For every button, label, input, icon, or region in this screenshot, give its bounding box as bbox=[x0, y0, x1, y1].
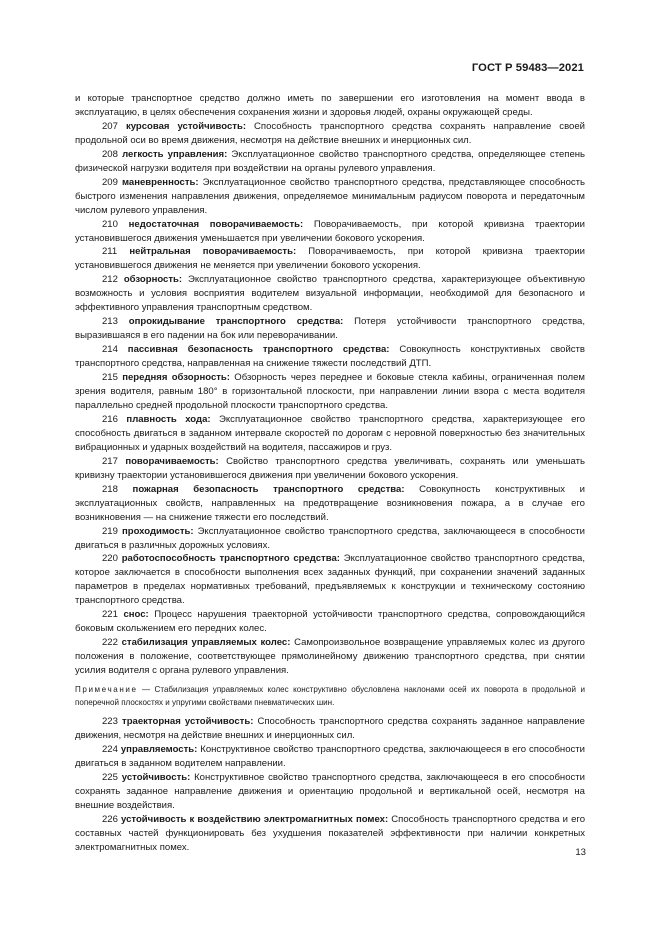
term-entry bbox=[75, 371, 585, 413]
entry-number: 221 bbox=[102, 609, 118, 621]
term-entry bbox=[75, 743, 585, 771]
entry-definition: Совокупность конструктивных и эксплуатационных свойств, направленных на предотвращение возникновения пожара, а в случае его возникновения — на снижение тяжести его последствий. bbox=[75, 483, 585, 523]
entry-term: работоспособность транспортного средства: bbox=[121, 553, 340, 565]
entry-term: управляемость: bbox=[120, 743, 198, 755]
term-entry bbox=[75, 343, 585, 371]
note-paragraph bbox=[75, 684, 585, 709]
term-entry bbox=[75, 483, 585, 525]
intro-paragraph: и которые транспортное средство должно иметь по завершении его изготовления на момент ввода в эксплуатацию, в целях обеспечения сохранения жизни и здоровья людей, охраны окружающей среды. bbox=[75, 93, 585, 118]
entry-number: 215 bbox=[102, 372, 118, 384]
entry-number: 220 bbox=[102, 553, 118, 565]
entry-number: 212 bbox=[102, 274, 118, 286]
entry-definition: Конструктивное свойство транспортного средства, заключающееся в его способности сохранять заданное направление движения и ориентацию продольной и вертикальной осей, несмотря на внешние воздействия. bbox=[75, 771, 585, 811]
entry-term: пассивная безопасность транспортного средства: bbox=[127, 344, 390, 356]
page-content bbox=[75, 92, 585, 855]
entry-definition: Конструктивное свойство транспортного средства, заключающееся в его способности двигаться в заданном водителем направлении. bbox=[75, 743, 585, 769]
entry-number: 208 bbox=[102, 148, 118, 160]
entry-term: устойчивость к воздействию электромагнитных помех: bbox=[121, 813, 389, 825]
standard-header: ГОСТ Р 59483—2021 bbox=[471, 62, 584, 74]
entry-number: 214 bbox=[102, 344, 118, 356]
entry-number: 213 bbox=[102, 316, 118, 328]
term-entries-list bbox=[75, 120, 585, 678]
entry-number: 216 bbox=[102, 413, 118, 425]
term-entry bbox=[75, 813, 585, 855]
term-entry bbox=[75, 273, 585, 315]
term-entry bbox=[75, 525, 585, 553]
entry-definition: Эксплуатационное свойство транспортного средства, заключающееся в способности двигаться в различных дорожных условиях. bbox=[75, 525, 585, 551]
entry-term: нейтральная поворачиваемость: bbox=[129, 246, 297, 258]
entry-definition: Поворачиваемость, при которой кривизна траектории установившегося движения уменьшается при увеличении бокового ускорения. bbox=[75, 218, 585, 244]
term-entry bbox=[75, 771, 585, 813]
entry-term: курсовая устойчивость: bbox=[125, 120, 247, 132]
entry-term: маневренность: bbox=[121, 176, 199, 188]
term-entry bbox=[75, 608, 585, 636]
entry-number: 222 bbox=[102, 637, 118, 649]
term-entry bbox=[75, 636, 585, 678]
entry-definition: Потеря устойчивости транспортного средства, выразившаяся в его падении на бок или переворачивании. bbox=[75, 316, 585, 342]
entry-definition: Самопроизвольное возвращение управляемых колес из другого положения в положение, соответствующее прямолинейному движению транспортного средства, при снятии усилия водителя с органа рулевого управления. bbox=[75, 637, 585, 677]
entry-definition: Эксплуатационное свойство транспортного средства, характеризующее его способность двигаться в заданном интервале скоростей по дорогам с неровной поверхностью без значительных вибрационных и ударных воздействий на водителя, пассажиров и груз. bbox=[75, 413, 585, 453]
entry-term: пожарная безопасность транспортного средства: bbox=[132, 483, 405, 495]
entry-term: плавность хода: bbox=[126, 413, 211, 425]
entry-term: стабилизация управляемых колес: bbox=[121, 637, 291, 649]
entry-number: 218 bbox=[102, 483, 118, 495]
page-number: 13 bbox=[575, 847, 586, 858]
term-entry bbox=[75, 552, 585, 608]
entry-definition: Способность транспортного средства и его составных частей функционировать без ухудшения показателей эффективности при наличии конкретных электромагнитных помех. bbox=[75, 813, 585, 853]
entry-term: обзорность: bbox=[123, 274, 183, 286]
entry-term: устойчивость: bbox=[121, 771, 191, 783]
entry-definition: Эксплуатационное свойство транспортного средства, характеризующее объективную возможность и условия восприятия водителем визуальной информации, необходимой для безопасного и эффективного управления транспортным средством. bbox=[75, 274, 586, 314]
entry-definition: Поворачиваемость, при которой кривизна траектории установившегося движения не меняется при увеличении бокового ускорения. bbox=[75, 246, 585, 272]
entry-definition: Эксплуатационное свойство транспортного средства, представляющее способность быстрого изменения направления движения, определяемое минимальным радиусом поворота и передаточным числом рулевого управления. bbox=[75, 176, 585, 216]
term-entry bbox=[75, 218, 585, 246]
entry-number: 225 bbox=[102, 771, 118, 783]
note-label: Примечание bbox=[75, 685, 138, 695]
term-entry bbox=[75, 413, 585, 455]
entry-definition: Эксплуатационное свойство транспортного средства, которое заключается в способности выполнения всех заданных функций, при сохранении значений заданных параметров в пределах нормативных требований, предъявляемых к конструкции и техническому состоянию транспортного средства. bbox=[75, 553, 585, 607]
entry-number: 226 bbox=[102, 813, 118, 825]
entry-term: передняя обзорность: bbox=[122, 372, 230, 384]
entry-number: 210 bbox=[102, 218, 118, 230]
term-entry bbox=[75, 148, 585, 176]
note-text: — Стабилизация управляемых колес конструктивно обусловлена наклонами осей их поворота в продольной и поперечной плоскостях и упругими свойствами пневматических шин. bbox=[75, 685, 585, 707]
entry-number: 209 bbox=[102, 176, 118, 188]
entry-number: 224 bbox=[102, 743, 118, 755]
entry-definition: Способность транспортного средства сохранять заданное направление движения, несмотря на действие внешних и инерционных сил. bbox=[75, 716, 585, 741]
entry-term: траекторная устойчивость: bbox=[122, 716, 254, 728]
entry-number: 217 bbox=[102, 455, 118, 467]
entry-definition: Совокупность конструктивных свойств транспортного средства, направленная на снижение тяжести последствий ДТП. bbox=[75, 344, 585, 370]
entry-number: 223 bbox=[102, 716, 118, 728]
entry-number: 219 bbox=[102, 525, 118, 537]
term-entry bbox=[75, 455, 585, 483]
entry-term: снос: bbox=[123, 609, 149, 621]
entry-term: поворачиваемость: bbox=[125, 455, 219, 467]
term-entries-list-2 bbox=[75, 715, 585, 855]
entry-definition: Обзорность через переднее и боковые стекла кабины, ограниченная полем зрения водителя, равным 180° в горизонтальной плоскости, при направлении линии взора с места водителя параллельно средней продольной плоскости транспортного средства. bbox=[75, 372, 585, 411]
term-entry bbox=[75, 120, 585, 148]
entry-term: опрокидывание транспортного средства: bbox=[128, 316, 344, 328]
entry-number: 207 bbox=[102, 120, 118, 132]
entry-term: легкость управления: bbox=[122, 148, 228, 160]
entry-definition: Эксплуатационное свойство транспортного средства, определяющее степень физической нагрузки водителя при воздействии на органы рулевого управления. bbox=[75, 148, 586, 174]
term-entry bbox=[75, 245, 585, 273]
entry-term: недостаточная поворачиваемость: bbox=[128, 218, 304, 230]
entry-definition: Процесс нарушения траекторной устойчивости транспортного средства, сопровождающийся боковым скольжением его передних колес. bbox=[75, 609, 585, 635]
entry-definition: Способность транспортного средства сохранять направление своей продольной оси во время движения, несмотря на действие внешних и инерционных сил. bbox=[75, 120, 585, 146]
term-entry bbox=[75, 176, 585, 218]
entry-term: проходимость: bbox=[121, 525, 194, 537]
entry-number: 211 bbox=[102, 246, 118, 258]
entry-definition: Свойство транспортного средства увеличивать, сохранять или уменьшать кривизну траектории установившегося движения при увеличении бокового ускорения. bbox=[75, 455, 586, 481]
term-entry bbox=[75, 315, 585, 343]
term-entry bbox=[75, 715, 585, 743]
